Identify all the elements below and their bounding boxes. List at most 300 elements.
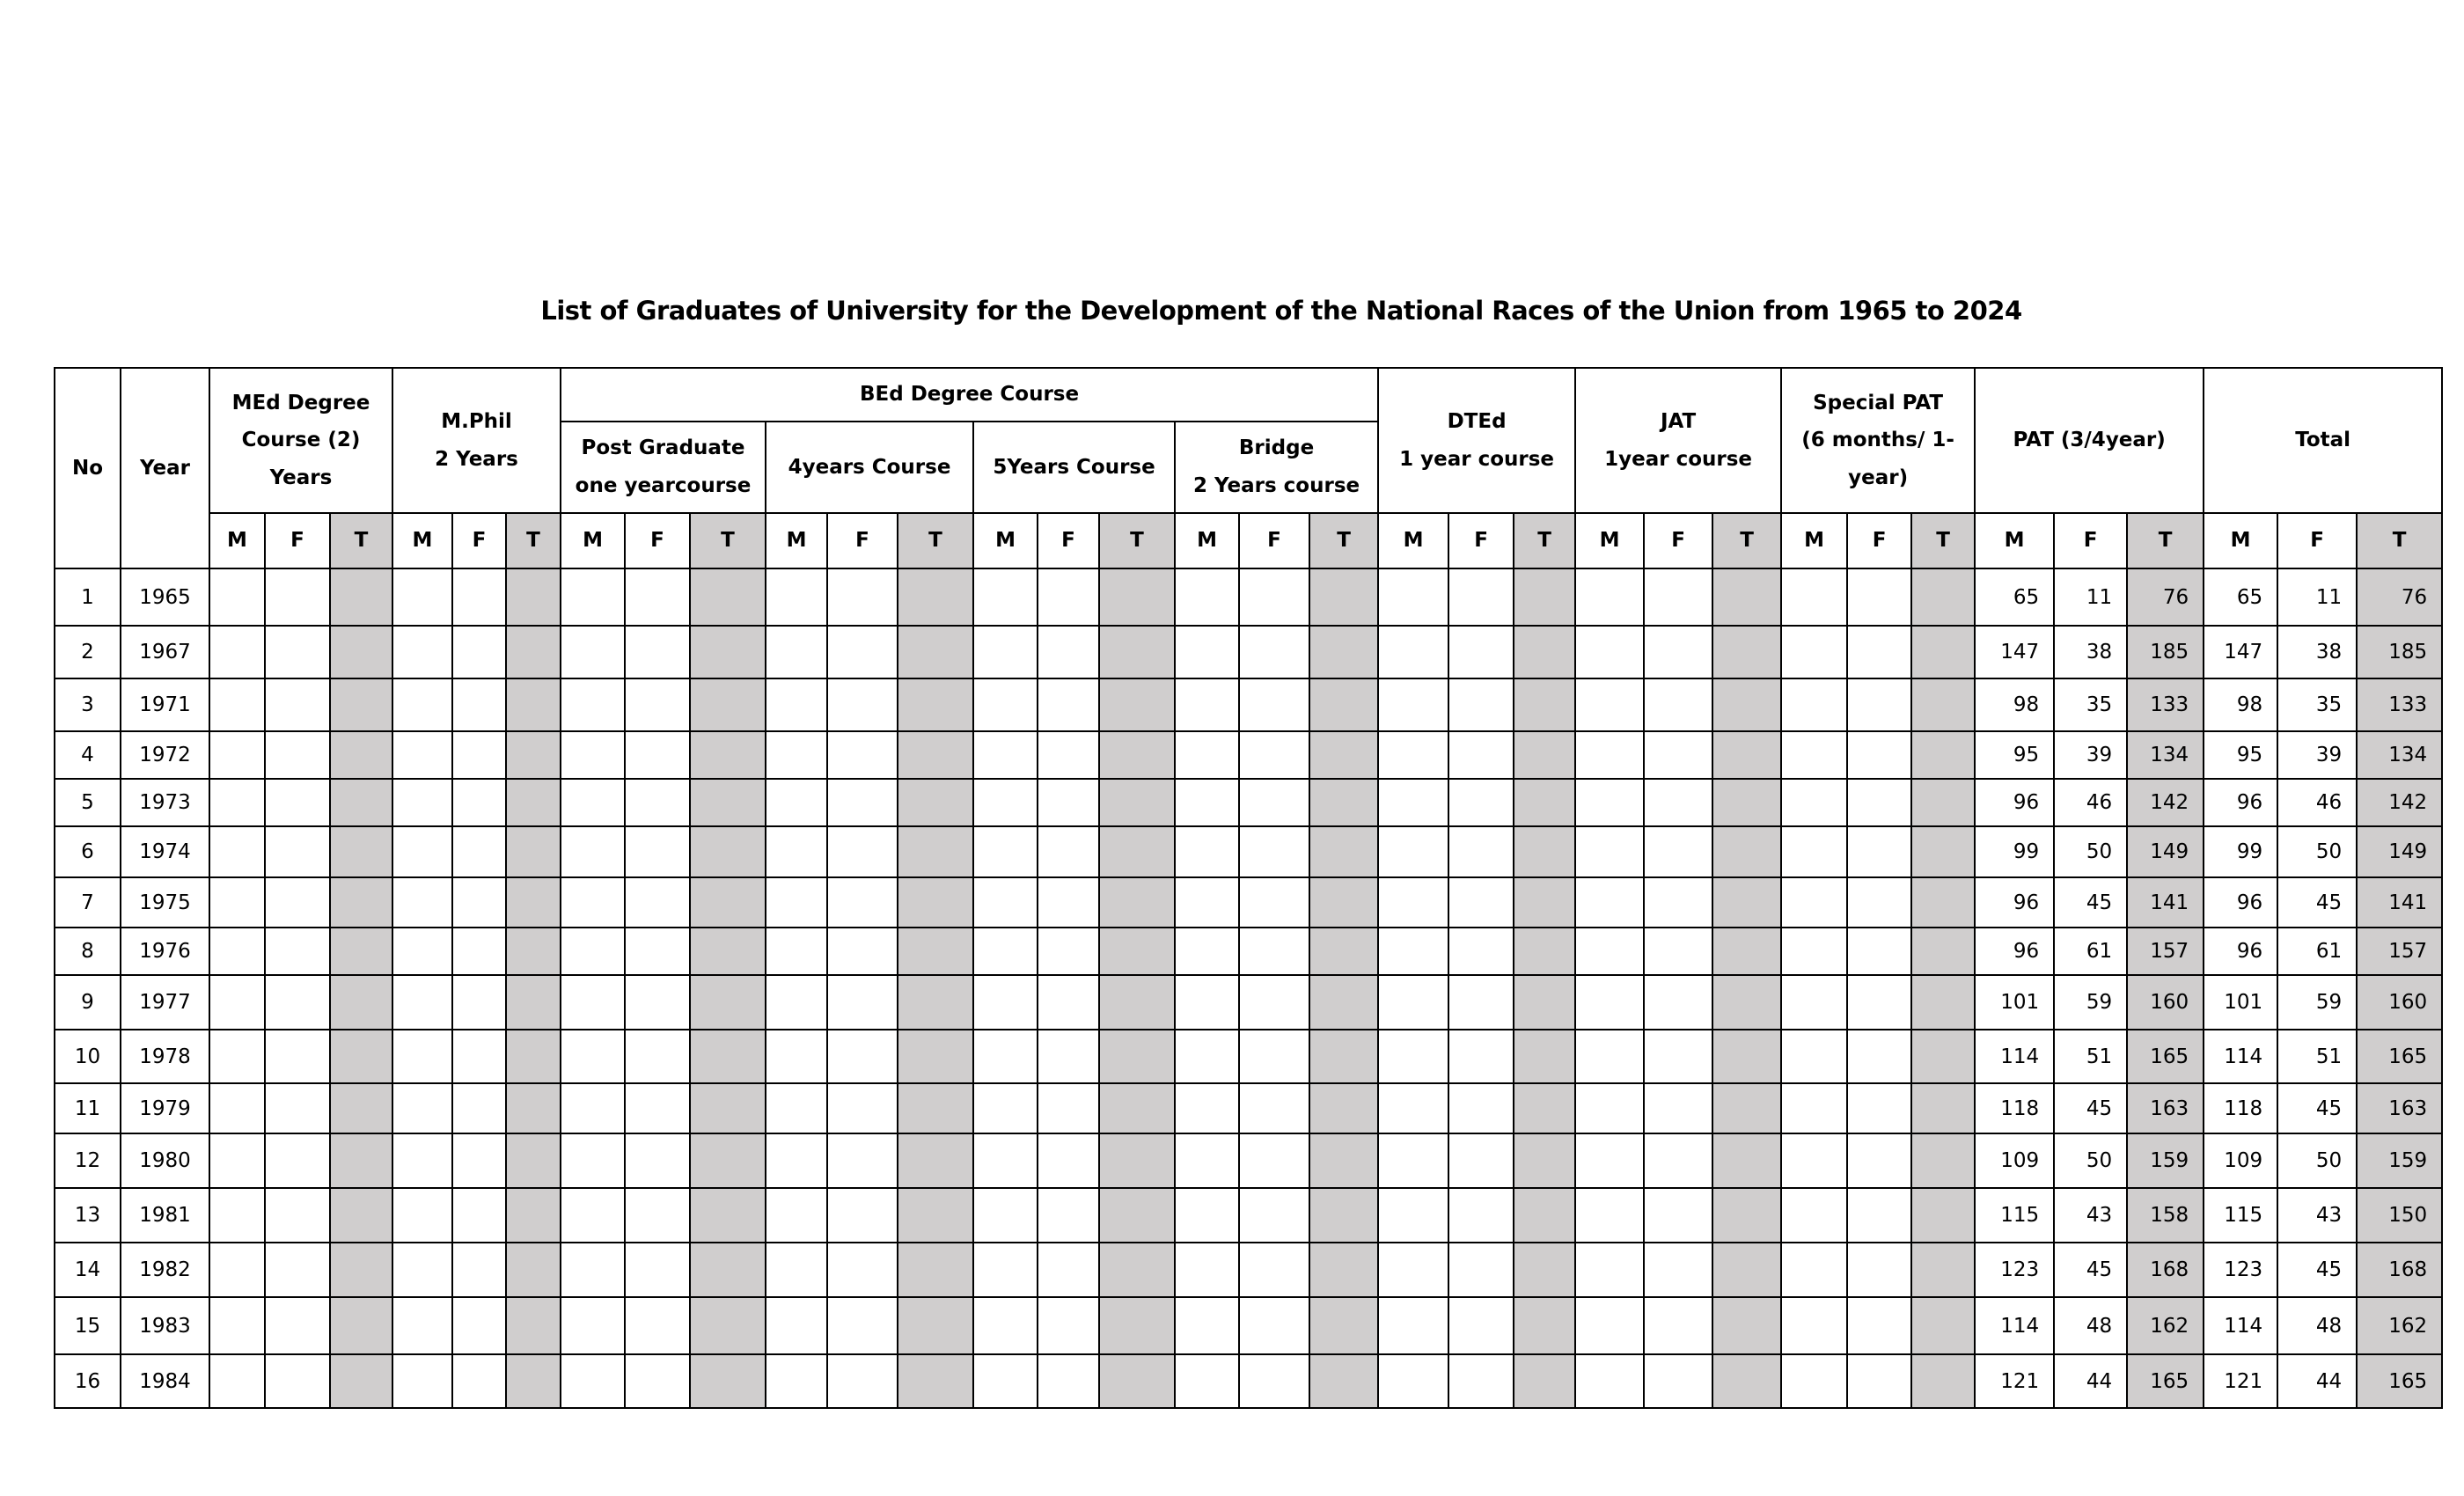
cell-jat-m bbox=[1575, 731, 1644, 779]
cell-year: 1975 bbox=[121, 877, 209, 928]
header-total bbox=[2204, 368, 2442, 513]
cell-bed-5y-m bbox=[973, 1133, 1038, 1188]
header-line: 1year course bbox=[1604, 447, 1753, 471]
cell-bed-5y-t bbox=[1099, 779, 1175, 826]
cell-dted-m bbox=[1378, 1030, 1448, 1083]
cell-total-f: 38 bbox=[2277, 626, 2357, 678]
cell-pat-t: 149 bbox=[2127, 826, 2204, 877]
table-row bbox=[55, 975, 2442, 1030]
cell-pat-t: 133 bbox=[2127, 678, 2204, 731]
cell-no: 13 bbox=[55, 1188, 121, 1243]
cell-bed-4y-f bbox=[827, 568, 898, 626]
cell-pat-t: 160 bbox=[2127, 975, 2204, 1030]
cell-mphil-m bbox=[392, 877, 452, 928]
cell-mphil-m bbox=[392, 678, 452, 731]
cell-bed-bridge-t bbox=[1309, 1188, 1378, 1243]
cell-jat-t bbox=[1712, 626, 1781, 678]
cell-bed-pg-t bbox=[690, 1297, 766, 1354]
header-pat-m: M bbox=[1975, 513, 2054, 568]
cell-bed-5y-t bbox=[1099, 678, 1175, 731]
cell-bed-5y-f bbox=[1038, 1083, 1099, 1133]
cell-pat-t: 141 bbox=[2127, 877, 2204, 928]
cell-bed-pg-m bbox=[561, 1133, 625, 1188]
cell-dted-m bbox=[1378, 826, 1448, 877]
cell-special-pat-f bbox=[1847, 779, 1911, 826]
cell-bed-bridge-m bbox=[1175, 731, 1239, 779]
cell-bed-4y-t bbox=[898, 1083, 973, 1133]
table-row bbox=[55, 678, 2442, 731]
cell-total-t: 149 bbox=[2357, 826, 2442, 877]
cell-bed-bridge-f bbox=[1239, 1133, 1309, 1188]
cell-bed-4y-f bbox=[827, 1297, 898, 1354]
cell-dted-f bbox=[1448, 1243, 1514, 1297]
cell-total-m: 118 bbox=[2204, 1083, 2277, 1133]
cell-pat-t: 142 bbox=[2127, 779, 2204, 826]
cell-jat-t bbox=[1712, 877, 1781, 928]
cell-special-pat-f bbox=[1847, 826, 1911, 877]
cell-pat-f: 51 bbox=[2054, 1030, 2127, 1083]
cell-jat-f bbox=[1644, 779, 1712, 826]
cell-dted-f bbox=[1448, 1297, 1514, 1354]
cell-med-t bbox=[330, 928, 392, 975]
cell-bed-5y-f bbox=[1038, 826, 1099, 877]
cell-mphil-m bbox=[392, 1354, 452, 1408]
cell-bed-5y-f bbox=[1038, 779, 1099, 826]
cell-bed-4y-m bbox=[766, 626, 827, 678]
cell-total-f: 50 bbox=[2277, 826, 2357, 877]
cell-total-m: 114 bbox=[2204, 1030, 2277, 1083]
cell-bed-pg-t bbox=[690, 568, 766, 626]
cell-bed-4y-t bbox=[898, 568, 973, 626]
cell-bed-pg-t bbox=[690, 1083, 766, 1133]
cell-bed-bridge-t bbox=[1309, 1297, 1378, 1354]
header-line: M.Phil bbox=[441, 409, 512, 433]
header-special-pat-f: F bbox=[1847, 513, 1911, 568]
cell-bed-bridge-f bbox=[1239, 731, 1309, 779]
cell-pat-f: 45 bbox=[2054, 877, 2127, 928]
table-row bbox=[55, 1030, 2442, 1083]
cell-special-pat-m bbox=[1781, 1030, 1847, 1083]
cell-med-t bbox=[330, 678, 392, 731]
cell-mphil-f bbox=[452, 975, 506, 1030]
cell-bed-pg-m bbox=[561, 1030, 625, 1083]
cell-special-pat-m bbox=[1781, 678, 1847, 731]
header-bed-4y-m: M bbox=[766, 513, 827, 568]
cell-med-f bbox=[265, 975, 330, 1030]
cell-bed-bridge-f bbox=[1239, 975, 1309, 1030]
cell-med-t bbox=[330, 731, 392, 779]
cell-bed-5y-m bbox=[973, 779, 1038, 826]
cell-bed-5y-t bbox=[1099, 1354, 1175, 1408]
cell-bed-bridge-m bbox=[1175, 626, 1239, 678]
cell-total-t: 157 bbox=[2357, 928, 2442, 975]
cell-year: 1981 bbox=[121, 1188, 209, 1243]
cell-bed-pg-m bbox=[561, 826, 625, 877]
cell-mphil-f bbox=[452, 568, 506, 626]
cell-jat-f bbox=[1644, 1133, 1712, 1188]
cell-dted-m bbox=[1378, 975, 1448, 1030]
cell-special-pat-f bbox=[1847, 626, 1911, 678]
cell-med-t bbox=[330, 779, 392, 826]
cell-year: 1965 bbox=[121, 568, 209, 626]
cell-special-pat-m bbox=[1781, 877, 1847, 928]
cell-mphil-m bbox=[392, 1243, 452, 1297]
cell-total-t: 150 bbox=[2357, 1188, 2442, 1243]
cell-bed-pg-m bbox=[561, 1354, 625, 1408]
cell-special-pat-t bbox=[1911, 1133, 1975, 1188]
cell-jat-t bbox=[1712, 1030, 1781, 1083]
cell-bed-4y-t bbox=[898, 826, 973, 877]
cell-jat-m bbox=[1575, 1354, 1644, 1408]
table-row bbox=[55, 1188, 2442, 1243]
header-med-t: T bbox=[330, 513, 392, 568]
header-pat bbox=[1975, 368, 2204, 513]
cell-mphil-m bbox=[392, 1030, 452, 1083]
cell-bed-pg-f bbox=[625, 678, 690, 731]
header-line: 1 year course bbox=[1399, 447, 1555, 471]
cell-mphil-t bbox=[506, 928, 561, 975]
cell-year: 1978 bbox=[121, 1030, 209, 1083]
cell-bed-5y-t bbox=[1099, 731, 1175, 779]
cell-pat-m: 96 bbox=[1975, 928, 2054, 975]
cell-dted-f bbox=[1448, 826, 1514, 877]
cell-mphil-t bbox=[506, 626, 561, 678]
cell-med-f bbox=[265, 1133, 330, 1188]
table-row bbox=[55, 626, 2442, 678]
header-bed-5y-t: T bbox=[1099, 513, 1175, 568]
header-no: No bbox=[55, 368, 121, 568]
cell-bed-4y-f bbox=[827, 975, 898, 1030]
cell-special-pat-t bbox=[1911, 1188, 1975, 1243]
cell-no: 14 bbox=[55, 1243, 121, 1297]
cell-special-pat-m bbox=[1781, 1188, 1847, 1243]
cell-bed-pg-m bbox=[561, 877, 625, 928]
header-bed-bridge-f: F bbox=[1239, 513, 1309, 568]
cell-jat-f bbox=[1644, 731, 1712, 779]
cell-med-m bbox=[209, 1354, 265, 1408]
cell-bed-5y-t bbox=[1099, 1030, 1175, 1083]
cell-bed-5y-m bbox=[973, 1083, 1038, 1133]
cell-jat-t bbox=[1712, 1133, 1781, 1188]
cell-bed-bridge-f bbox=[1239, 626, 1309, 678]
cell-total-m: 121 bbox=[2204, 1354, 2277, 1408]
cell-jat-m bbox=[1575, 877, 1644, 928]
cell-med-f bbox=[265, 1188, 330, 1243]
cell-mphil-t bbox=[506, 1297, 561, 1354]
cell-med-t bbox=[330, 568, 392, 626]
cell-bed-4y-m bbox=[766, 975, 827, 1030]
cell-no: 5 bbox=[55, 779, 121, 826]
cell-year: 1983 bbox=[121, 1297, 209, 1354]
cell-bed-pg-m bbox=[561, 1297, 625, 1354]
cell-total-f: 61 bbox=[2277, 928, 2357, 975]
cell-bed-bridge-f bbox=[1239, 779, 1309, 826]
cell-special-pat-t bbox=[1911, 731, 1975, 779]
cell-no: 16 bbox=[55, 1354, 121, 1408]
cell-bed-4y-m bbox=[766, 1243, 827, 1297]
cell-dted-t bbox=[1514, 928, 1575, 975]
cell-jat-m bbox=[1575, 1188, 1644, 1243]
header-bed-bridge-m: M bbox=[1175, 513, 1239, 568]
cell-bed-4y-t bbox=[898, 1297, 973, 1354]
cell-pat-f: 44 bbox=[2054, 1354, 2127, 1408]
cell-med-t bbox=[330, 975, 392, 1030]
cell-bed-5y-f bbox=[1038, 731, 1099, 779]
cell-special-pat-m bbox=[1781, 626, 1847, 678]
cell-bed-5y-t bbox=[1099, 1188, 1175, 1243]
header-line: MEd Degree bbox=[231, 391, 370, 414]
cell-special-pat-f bbox=[1847, 1297, 1911, 1354]
header-bed-pg-m: M bbox=[561, 513, 625, 568]
cell-pat-m: 115 bbox=[1975, 1188, 2054, 1243]
cell-total-m: 96 bbox=[2204, 928, 2277, 975]
cell-bed-pg-m bbox=[561, 928, 625, 975]
cell-bed-5y-t bbox=[1099, 826, 1175, 877]
cell-special-pat-t bbox=[1911, 779, 1975, 826]
header-bed-post-graduate bbox=[561, 422, 766, 513]
cell-no: 9 bbox=[55, 975, 121, 1030]
cell-special-pat-t bbox=[1911, 1297, 1975, 1354]
cell-bed-5y-f bbox=[1038, 1188, 1099, 1243]
cell-jat-f bbox=[1644, 928, 1712, 975]
cell-total-f: 43 bbox=[2277, 1188, 2357, 1243]
cell-mphil-t bbox=[506, 731, 561, 779]
cell-bed-pg-t bbox=[690, 1133, 766, 1188]
cell-bed-4y-m bbox=[766, 1188, 827, 1243]
cell-dted-m bbox=[1378, 1243, 1448, 1297]
header-line: 5Years Course bbox=[993, 455, 1155, 479]
cell-bed-bridge-t bbox=[1309, 1354, 1378, 1408]
cell-total-f: 48 bbox=[2277, 1297, 2357, 1354]
cell-bed-5y-m bbox=[973, 678, 1038, 731]
cell-bed-pg-f bbox=[625, 877, 690, 928]
cell-mphil-t bbox=[506, 1243, 561, 1297]
cell-bed-4y-f bbox=[827, 678, 898, 731]
cell-bed-4y-f bbox=[827, 626, 898, 678]
cell-bed-pg-f bbox=[625, 1188, 690, 1243]
cell-total-t: 134 bbox=[2357, 731, 2442, 779]
cell-pat-t: 165 bbox=[2127, 1354, 2204, 1408]
cell-mphil-t bbox=[506, 1083, 561, 1133]
cell-bed-bridge-m bbox=[1175, 568, 1239, 626]
cell-med-f bbox=[265, 1297, 330, 1354]
cell-bed-4y-t bbox=[898, 1188, 973, 1243]
cell-pat-t: 159 bbox=[2127, 1133, 2204, 1188]
table-row bbox=[55, 568, 2442, 626]
cell-pat-f: 11 bbox=[2054, 568, 2127, 626]
cell-mphil-m bbox=[392, 975, 452, 1030]
cell-med-t bbox=[330, 826, 392, 877]
page-title: List of Graduates of University for the Development of the National Races of the Union from 1965 to 2024 bbox=[540, 296, 2022, 326]
header-line: Total bbox=[2295, 429, 2351, 452]
cell-pat-t: 157 bbox=[2127, 928, 2204, 975]
cell-mphil-m bbox=[392, 1297, 452, 1354]
cell-total-m: 101 bbox=[2204, 975, 2277, 1030]
cell-med-m bbox=[209, 731, 265, 779]
cell-pat-m: 101 bbox=[1975, 975, 2054, 1030]
cell-mphil-t bbox=[506, 1133, 561, 1188]
cell-mphil-f bbox=[452, 1243, 506, 1297]
cell-no: 1 bbox=[55, 568, 121, 626]
cell-bed-5y-f bbox=[1038, 678, 1099, 731]
cell-bed-bridge-t bbox=[1309, 826, 1378, 877]
cell-bed-pg-t bbox=[690, 975, 766, 1030]
cell-special-pat-t bbox=[1911, 1243, 1975, 1297]
cell-no: 12 bbox=[55, 1133, 121, 1188]
cell-mphil-m bbox=[392, 826, 452, 877]
cell-bed-pg-f bbox=[625, 731, 690, 779]
header-line: DTEd bbox=[1447, 409, 1507, 433]
header-line: 2 Years course bbox=[1192, 474, 1360, 497]
cell-bed-pg-m bbox=[561, 975, 625, 1030]
cell-bed-5y-m bbox=[973, 928, 1038, 975]
cell-special-pat-f bbox=[1847, 568, 1911, 626]
cell-total-t: 163 bbox=[2357, 1083, 2442, 1133]
cell-bed-4y-m bbox=[766, 779, 827, 826]
cell-dted-t bbox=[1514, 1243, 1575, 1297]
cell-dted-t bbox=[1514, 779, 1575, 826]
cell-bed-4y-m bbox=[766, 1354, 827, 1408]
cell-special-pat-f bbox=[1847, 1083, 1911, 1133]
cell-bed-5y-t bbox=[1099, 928, 1175, 975]
cell-jat-f bbox=[1644, 626, 1712, 678]
cell-bed-4y-m bbox=[766, 731, 827, 779]
cell-total-t: 141 bbox=[2357, 877, 2442, 928]
cell-year: 1967 bbox=[121, 626, 209, 678]
cell-pat-m: 99 bbox=[1975, 826, 2054, 877]
cell-pat-m: 96 bbox=[1975, 779, 2054, 826]
cell-bed-4y-m bbox=[766, 568, 827, 626]
cell-special-pat-t bbox=[1911, 826, 1975, 877]
cell-total-t: 165 bbox=[2357, 1030, 2442, 1083]
cell-mphil-f bbox=[452, 928, 506, 975]
header-med-f: F bbox=[265, 513, 330, 568]
header-special-pat-m: M bbox=[1781, 513, 1847, 568]
header-jat bbox=[1575, 368, 1781, 513]
cell-special-pat-m bbox=[1781, 568, 1847, 626]
cell-bed-4y-m bbox=[766, 877, 827, 928]
cell-bed-pg-t bbox=[690, 1354, 766, 1408]
cell-total-f: 45 bbox=[2277, 877, 2357, 928]
cell-dted-t bbox=[1514, 1297, 1575, 1354]
cell-med-f bbox=[265, 678, 330, 731]
cell-jat-m bbox=[1575, 779, 1644, 826]
cell-total-t: 162 bbox=[2357, 1297, 2442, 1354]
cell-bed-4y-t bbox=[898, 678, 973, 731]
cell-bed-pg-f bbox=[625, 779, 690, 826]
header-line: 2 Years bbox=[435, 447, 518, 471]
cell-dted-t bbox=[1514, 1188, 1575, 1243]
cell-med-m bbox=[209, 1243, 265, 1297]
cell-total-t: 142 bbox=[2357, 779, 2442, 826]
cell-pat-m: 114 bbox=[1975, 1297, 2054, 1354]
header-mphil bbox=[392, 368, 561, 513]
cell-mphil-m bbox=[392, 568, 452, 626]
cell-pat-m: 109 bbox=[1975, 1133, 2054, 1188]
cell-bed-bridge-m bbox=[1175, 1188, 1239, 1243]
cell-special-pat-t bbox=[1911, 877, 1975, 928]
cell-special-pat-m bbox=[1781, 975, 1847, 1030]
cell-jat-f bbox=[1644, 1030, 1712, 1083]
cell-pat-f: 50 bbox=[2054, 1133, 2127, 1188]
cell-special-pat-m bbox=[1781, 1354, 1847, 1408]
header-special-pat bbox=[1781, 368, 1975, 513]
cell-total-f: 11 bbox=[2277, 568, 2357, 626]
cell-med-t bbox=[330, 1188, 392, 1243]
cell-bed-pg-f bbox=[625, 975, 690, 1030]
cell-jat-t bbox=[1712, 568, 1781, 626]
header-total-f: F bbox=[2277, 513, 2357, 568]
cell-special-pat-t bbox=[1911, 568, 1975, 626]
cell-dted-t bbox=[1514, 1030, 1575, 1083]
table-row bbox=[55, 779, 2442, 826]
cell-bed-4y-f bbox=[827, 826, 898, 877]
cell-bed-5y-m bbox=[973, 1030, 1038, 1083]
table-row bbox=[55, 1354, 2442, 1408]
header-line: Post Graduate bbox=[581, 436, 745, 460]
header-mphil-t: T bbox=[506, 513, 561, 568]
cell-med-m bbox=[209, 1083, 265, 1133]
cell-bed-5y-m bbox=[973, 731, 1038, 779]
cell-jat-m bbox=[1575, 928, 1644, 975]
cell-mphil-f bbox=[452, 1297, 506, 1354]
cell-bed-4y-f bbox=[827, 1243, 898, 1297]
cell-special-pat-t bbox=[1911, 626, 1975, 678]
cell-bed-5y-f bbox=[1038, 1354, 1099, 1408]
header-line: Bridge bbox=[1238, 436, 1315, 460]
cell-bed-pg-t bbox=[690, 826, 766, 877]
cell-dted-t bbox=[1514, 1354, 1575, 1408]
cell-bed-4y-m bbox=[766, 678, 827, 731]
header-year: Year bbox=[121, 368, 209, 568]
cell-bed-bridge-m bbox=[1175, 1133, 1239, 1188]
cell-mphil-f bbox=[452, 877, 506, 928]
cell-bed-bridge-t bbox=[1309, 626, 1378, 678]
cell-bed-bridge-f bbox=[1239, 1243, 1309, 1297]
cell-total-m: 115 bbox=[2204, 1188, 2277, 1243]
cell-bed-bridge-t bbox=[1309, 975, 1378, 1030]
cell-total-m: 99 bbox=[2204, 826, 2277, 877]
cell-bed-bridge-f bbox=[1239, 1188, 1309, 1243]
cell-pat-m: 95 bbox=[1975, 731, 2054, 779]
cell-bed-4y-m bbox=[766, 1083, 827, 1133]
header-bed-pg-f: F bbox=[625, 513, 690, 568]
cell-year: 1982 bbox=[121, 1243, 209, 1297]
cell-bed-4y-m bbox=[766, 928, 827, 975]
cell-bed-4y-t bbox=[898, 1133, 973, 1188]
cell-total-f: 59 bbox=[2277, 975, 2357, 1030]
cell-bed-bridge-m bbox=[1175, 1083, 1239, 1133]
cell-med-m bbox=[209, 1030, 265, 1083]
header-dted-t: T bbox=[1514, 513, 1575, 568]
cell-pat-f: 39 bbox=[2054, 731, 2127, 779]
cell-total-m: 109 bbox=[2204, 1133, 2277, 1188]
cell-jat-t bbox=[1712, 975, 1781, 1030]
header-dted bbox=[1378, 368, 1575, 513]
header-line: PAT (3/4year) bbox=[2013, 429, 2166, 452]
cell-bed-4y-f bbox=[827, 1133, 898, 1188]
cell-pat-t: 185 bbox=[2127, 626, 2204, 678]
cell-jat-t bbox=[1712, 928, 1781, 975]
cell-med-f bbox=[265, 779, 330, 826]
cell-bed-4y-t bbox=[898, 731, 973, 779]
cell-bed-pg-f bbox=[625, 626, 690, 678]
cell-total-f: 45 bbox=[2277, 1243, 2357, 1297]
header-bed-4y-t: T bbox=[898, 513, 973, 568]
cell-bed-pg-f bbox=[625, 1243, 690, 1297]
cell-total-f: 35 bbox=[2277, 678, 2357, 731]
cell-med-t bbox=[330, 1354, 392, 1408]
